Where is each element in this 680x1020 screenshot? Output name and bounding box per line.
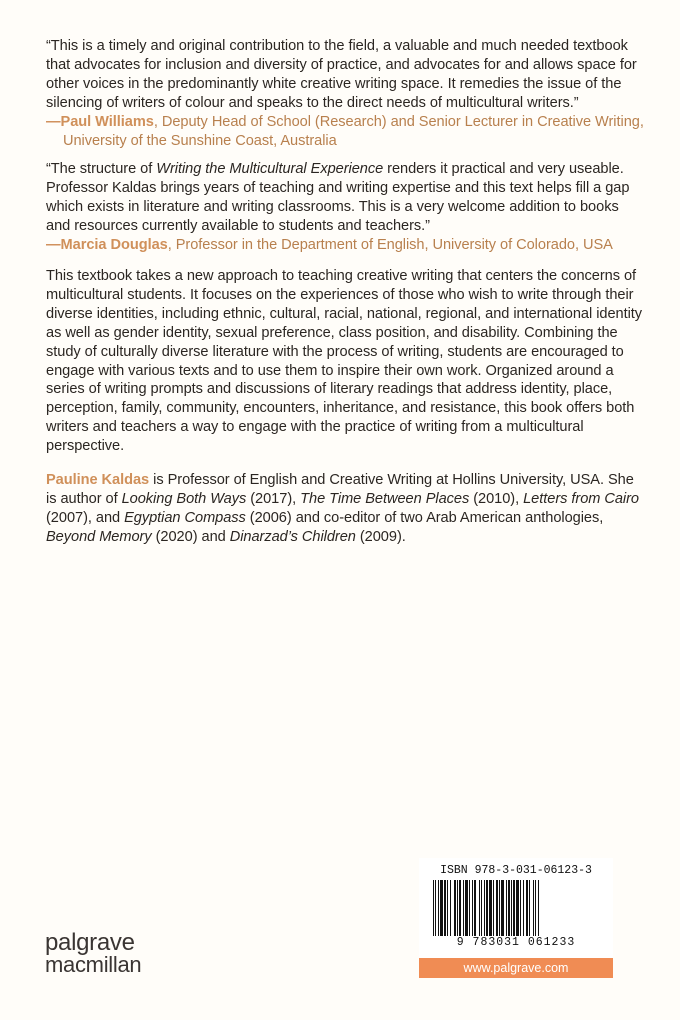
barcode-icon bbox=[433, 880, 599, 938]
endorser-role: , Deputy Head of School (Research) and Senior Lecturer in Creative Writing, University of the Sunshine Coast, Australia bbox=[63, 113, 644, 149]
endorsement-1-text: “This is a timely and original contribution to the field, a valuable and much needed textbook that advocates for inclusion and diversity of practice, and advocates for and allows space for other voices in the predominantly white creative writing space. It remedies the issue of the silencing of writers of colour and speaks to the direct needs of multicultural writers.” bbox=[46, 38, 637, 111]
publisher-website[interactable]: www.palgrave.com bbox=[419, 958, 613, 978]
publisher-logo bbox=[45, 929, 142, 977]
barcode-digits: 9 783031 061233 bbox=[456, 936, 576, 949]
endorsement-2 bbox=[46, 160, 646, 255]
endorser-name: Marcia Douglas bbox=[60, 236, 168, 253]
author-name: Pauline Kaldas bbox=[46, 472, 150, 488]
endorser-name: Paul Williams bbox=[60, 113, 154, 130]
endorsement-2-attribution: —Marcia Douglas, Professor in the Department of English, University of Colorado, USA bbox=[46, 236, 613, 253]
book-description: This textbook takes a new approach to teaching creative writing that centers the concerns of multicultural students. It focuses on the experiences of those who wish to write through their diverse identities, including ethnic, cultural, racial, national, regional, and international identity as well as gender identity, sexual preference, class position, and disability. Combining the study of culturally diverse literature with the process of writing, students are encouraged to engage with various texts and to use them to inspire their own work. Organized around a series of writing prompts and discussions of literary readings that address identity, place, perception, family, community, encounters, inheritance, and resistance, this book offers both writers and teachers a way to engage with the practice of writing from a multicultural perspective. bbox=[46, 268, 643, 455]
endorsement-1 bbox=[46, 37, 646, 150]
publisher-logo-line1: palgrave bbox=[45, 929, 135, 956]
book-title: Writing the Multicultural Experience bbox=[156, 161, 384, 177]
endorsement-2-text: “The structure of Writing the Multicultural Experience renders it practical and very useable. Professor Kaldas brings years of teaching and writing expertise and this text helps fill a gap which exists in literature and writing classrooms. This is a very welcome addition to books and resources currently available to students and teachers.” bbox=[46, 161, 630, 234]
publisher-logo-line2: macmillan bbox=[45, 952, 142, 977]
endorser-role: , Professor in the Department of English, University of Colorado, USA bbox=[167, 236, 613, 253]
endorsement-1-attribution: —Paul Williams, Deputy Head of School (Research) and Senior Lecturer in Creative Writing, University of the Sunshine Coast, Australia bbox=[46, 113, 644, 149]
author-bio: Pauline Kaldas is Professor of English and Creative Writing at Hollins University, USA. She is author of Looking Both Ways (2017), The Time Between Places (2010), Letters from Cairo (2007), and Egyptian Compass (2006) and co-editor of two Arab American anthologies, Beyond Memory (2020) and Dinarzad’s Children (2009). bbox=[46, 472, 639, 545]
isbn-label: ISBN 978-3-031-06123-3 bbox=[440, 864, 592, 877]
isbn-barcode-box bbox=[419, 858, 613, 958]
